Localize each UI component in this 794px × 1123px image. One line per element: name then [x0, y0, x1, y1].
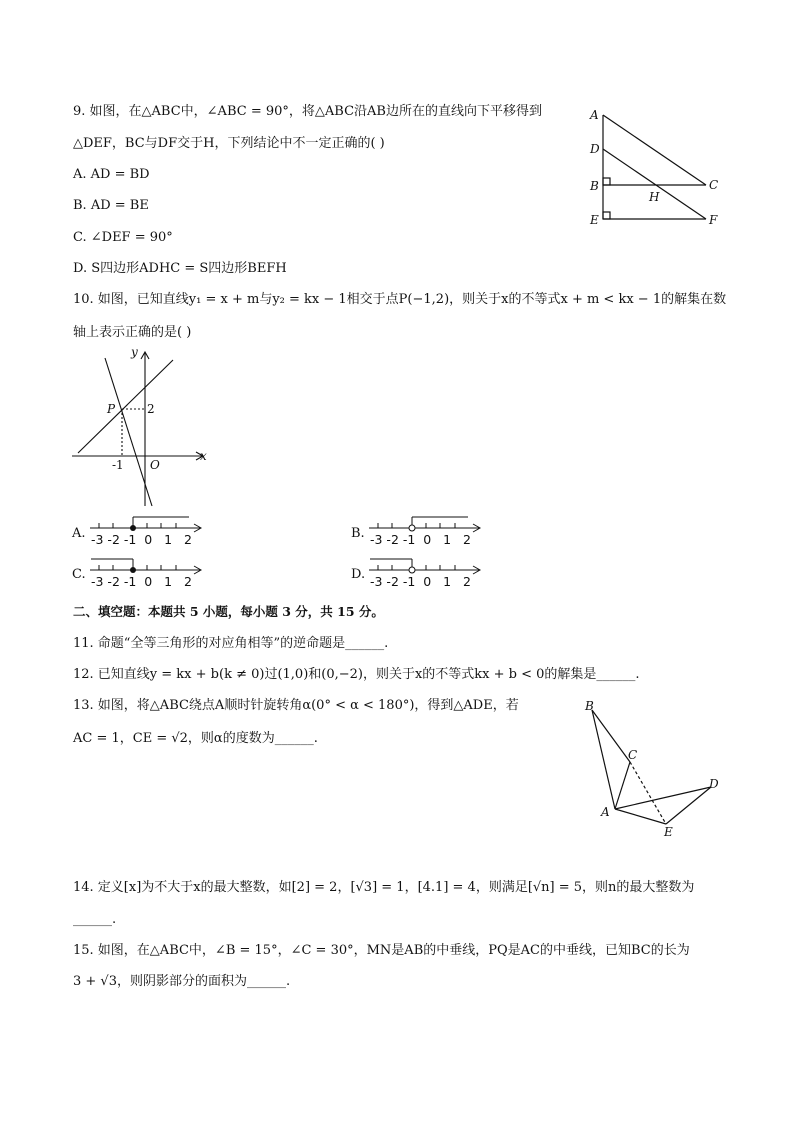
q13-line2: AC = 1，CE = √2，则α的度数为______. [73, 731, 318, 746]
q9-option-b: B. AD = BE [73, 198, 149, 213]
q10-numberline-a [85, 514, 210, 550]
q13-label-d: D [709, 777, 719, 791]
q14-line1: 14. 定义[x]为不大于x的最大整数，如[2] = 2，[√3] = 1，[4.1] = 4，则满足[√n] = 5，则n的最大整数为 [73, 880, 695, 895]
section-2-title: 二、填空题：本题共 5 小题，每小题 3 分，共 15 分。 [73, 604, 384, 619]
q9-label-d: D [590, 142, 600, 156]
q10-line2: 轴上表示正确的是( ) [73, 325, 192, 340]
q9-option-d: D. S四边形ADHC = S四边形BEFH [73, 261, 287, 276]
q10-numberline-d [364, 556, 489, 592]
q9-line1: 9. 如图，在△ABC中，∠ABC = 90°，将△ABC沿AB边所在的直线向下平移得到 [73, 104, 542, 119]
q14-line2: ______. [73, 912, 117, 927]
q12-text: 12. 已知直线y = kx + b(k ≠ 0)过(1,0)和(0,−2)，则关于x的不等式kx + b < 0的解集是______. [73, 667, 640, 682]
q9-label-e: E [590, 213, 599, 227]
q9-label-h: H [649, 190, 660, 204]
q10-point-p: P [107, 402, 116, 416]
q10-a-solid-dot [130, 525, 136, 531]
q13-figure [578, 694, 728, 844]
q10-label-neg1: -1 [112, 458, 124, 472]
q13-label-b: B [585, 699, 594, 713]
q10-option-c-label: C. [72, 567, 86, 582]
q9-figure [585, 105, 725, 230]
q9-label-b: B [590, 179, 599, 193]
q10-c-ticks: -3 -2 -1 0 1 2 [91, 574, 192, 589]
q11-text: 11. 命题“全等三角形的对应角相等”的逆命题是______. [73, 636, 389, 651]
q10-d-ticks: -3 -2 -1 0 1 2 [370, 574, 471, 589]
q9-option-c: C. ∠DEF = 90° [73, 230, 173, 245]
q9-label-c: C [709, 178, 719, 192]
q10-graph [70, 343, 220, 513]
q10-d-open-dot [409, 567, 415, 573]
q10-numberline-b [364, 514, 489, 550]
q10-label-2: 2 [147, 402, 155, 416]
q13-label-e: E [664, 825, 673, 839]
q13-label-c: C [628, 748, 638, 762]
q10-option-d-label: D. [351, 567, 366, 582]
q10-numberline-c [85, 556, 210, 592]
q10-axis-y: y [131, 345, 138, 359]
q10-origin-o: O [150, 458, 160, 472]
q10-a-ticks: -3 -2 -1 0 1 2 [91, 532, 192, 547]
q9-label-f: F [709, 213, 718, 227]
q9-label-a: A [590, 108, 599, 122]
q15-line2: 3 + √3，则阴影部分的面积为______. [73, 974, 291, 989]
q10-option-b-label: B. [351, 526, 365, 541]
q10-option-a-label: A. [72, 526, 86, 541]
q13-label-a: A [601, 805, 610, 819]
q15-line1: 15. 如图，在△ABC中，∠B = 15°，∠C = 30°，MN是AB的中垂线，PQ是AC的中垂线，已知BC的长为 [73, 943, 690, 958]
q9-option-a: A. AD = BD [73, 167, 150, 182]
q10-b-open-dot [409, 525, 415, 531]
q10-line1: 10. 如图，已知直线y₁ = x + m与y₂ = kx − 1相交于点P(−1,2)，则关于x的不等式x + m < kx − 1的解集在数 [73, 292, 727, 307]
q9-line2: △DEF，BC与DF交于H，下列结论中不一定正确的( ) [73, 136, 385, 151]
q10-b-ticks: -3 -2 -1 0 1 2 [370, 532, 471, 547]
q13-line1: 13. 如图，将△ABC绕点A顺时针旋转角α(0° < α < 180°)，得到△ADE，若 [73, 698, 519, 713]
q10-axis-x: x [200, 449, 207, 463]
q10-c-solid-dot [130, 567, 136, 573]
